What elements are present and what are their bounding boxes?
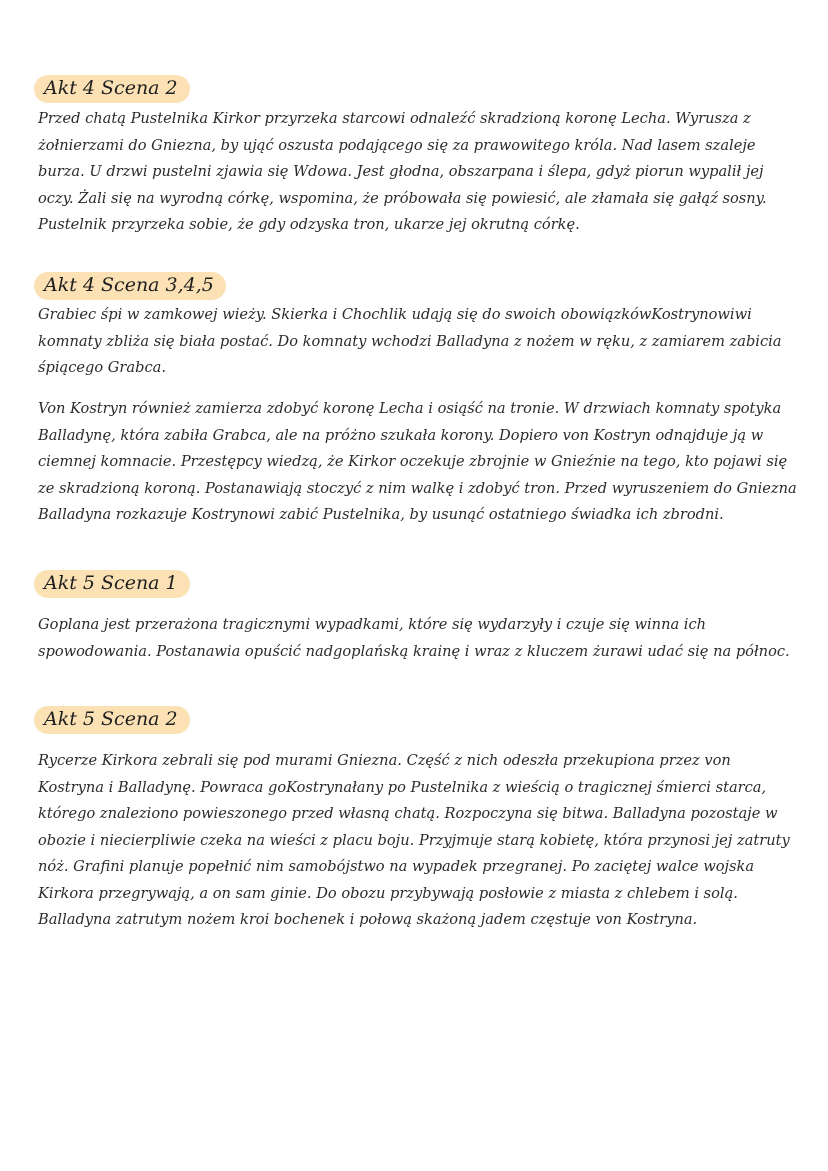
section-paragraph: Von Kostryn również zamierza zdobyć koronę Lecha i osiąść na tronie. W drzwiach komnaty spotyka Balladynę, która zabiła Grabca, ale na próżno szukała korony. Dopiero von Kostryn odnajduje ją w ciemnej komnacie. Przestępcy wiedzą, że Kirkor oczekuje zbrojnie w Gnieźnie na tego, kto pojawi się ze skradzioną koroną. Postanawiają stoczyć z nim walkę i zdobyć tron. Przed wyruszeniem do Gniezna Balladyna rozkazuje Kostrynowi zabić Pustelnika, by usunąć ostatniego świadka ich zbrodni. xyxy=(38,400,797,523)
section-paragraph: Rycerze Kirkora zebrali się pod murami Gniezna. Część z nich odeszła przekupiona przez von Kostryna i Balladynę. Powraca goKostrynałany po Pustelnika z wieścią o tragicznej śmierci starca, którego znaleziono powieszonego przed własną chatą. Rozpoczyna się bitwa. Balladyna pozostaje w obozie i niecierpliwie czeka na wieści z placu boju. Przyjmuje starą kobietę, która przynosi jej zatruty nóż. Grafini planuje popełnić nim samobójstwo na wypadek przegranej. Po zaciętej walce wojska Kirkora przegrywają, a on sam ginie. Do obozu przybywają posłowie z miasta z chlebem i solą. Balladyna zatrutym nożem kroi bochenek i połową skażoną jadem częstuje von Kostryna. xyxy=(38,752,790,928)
section-heading-akt4-scena2: Akt 4 Scena 2 xyxy=(34,75,190,103)
section-heading-akt4-scena345: Akt 4 Scena 3,4,5 xyxy=(34,272,226,300)
section-heading-akt5-scena2: Akt 5 Scena 2 xyxy=(34,706,190,734)
section-paragraph: Przed chatą Pustelnika Kirkor przyrzeka starcowi odnaleźć skradzioną koronę Lecha. Wyrusza z żołnierzami do Gniezna, by ująć oszusta podającego się za prawowitego króla. Nad lasem szaleje burza. U drzwi pustelni zjawia się Wdowa. Jest głodna, obszarpana i ślepa, gdyż piorun wypalił jej oczy. Żali się na wyrodną córkę, wspomina, że próbowała się powiesić, ale złamała się gałąź sosny. Pustelnik przyrzeka sobie, że gdy odzyska tron, ukarze jej okrutną córkę. xyxy=(38,110,767,233)
section-heading-akt5-scena1: Akt 5 Scena 1 xyxy=(34,570,190,598)
section-paragraph: Goplana jest przerażona tragicznymi wypadkami, które się wydarzyły i czuje się winna ich spowodowania. Postanawia opuścić nadgoplańską krainę i wraz z kluczem żurawi udać się na północ. xyxy=(38,616,790,660)
section-paragraph: Grabiec śpi w zamkowej wieży. Skierka i Chochlik udają się do swoich obowiązkówKostrynowiwi komnaty zbliża się biała postać. Do komnaty wchodzi Balladyna z nożem w ręku, z zamiarem zabicia śpiącego Grabca. xyxy=(38,306,782,376)
